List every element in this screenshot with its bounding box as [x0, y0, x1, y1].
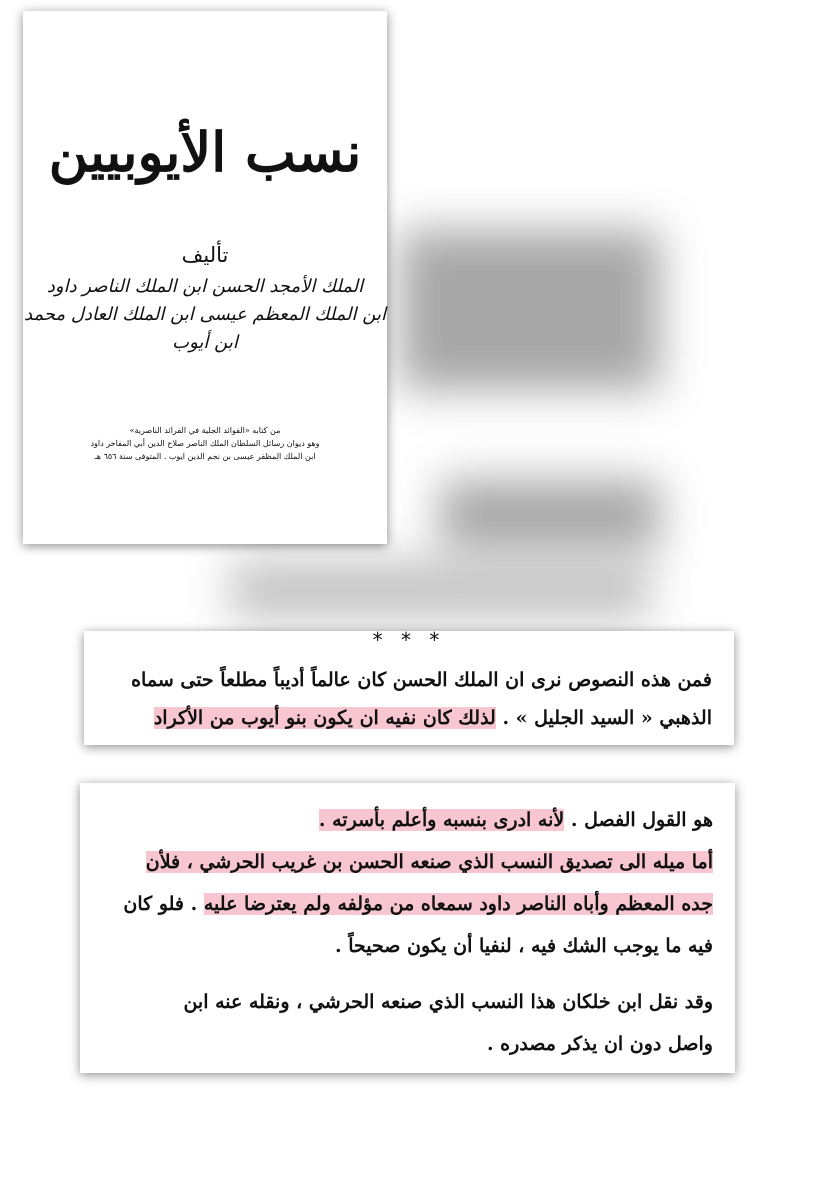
blurred-background-page: [230, 560, 650, 620]
excerpt-paragraph: [100, 799, 713, 1065]
text-line: واصل دون ان يذكر مصدره .: [486, 1033, 713, 1055]
text-line: [100, 883, 713, 925]
plain-text: هو القول الفصل .: [570, 809, 713, 831]
text-line: [100, 841, 713, 883]
excerpt-paragraph: [104, 661, 712, 737]
author-line: ابن الملك المعظم عيسى ابن الملك العادل محمد: [24, 304, 386, 325]
book-title: نسب الأيوبيين: [48, 120, 362, 184]
text-line: فمن هذه النصوص نرى ان الملك الحسن كان عالماً أديباً مطلعاً حتى سماه: [131, 669, 712, 691]
author-label: تأليف: [181, 243, 229, 267]
text-line: [100, 799, 713, 841]
author-block: [23, 273, 387, 357]
highlighted-text: أما ميله الى تصديق النسب الذي صنعه الحسن بن غريب الحرشي ، فلأن: [145, 851, 713, 873]
text-line: فيه ما يوجب الشك فيه ، لنفيا أن يكون صحيحاً .: [334, 935, 713, 957]
highlighted-text: جده المعظم وأباه الناصر داود سمعاه من مؤلفه ولم يعترضا عليه: [203, 893, 713, 915]
note-line: من كتابه «الفوائد الجلية في الفرائد الناصرية»: [129, 426, 281, 435]
highlighted-text: لذلك كان نفيه ان يكون بنو أيوب من الأكراد: [153, 707, 496, 729]
blurred-background-page: [440, 480, 660, 550]
note-line: ابن الملك المظفر عيسى بن نجم الدين ايوب . المتوفى سنة ٦٥٦ هـ: [94, 452, 316, 461]
text-line: وقد نقل ابن خلكان هذا النسب الذي صنعه الحرشي ، ونقله عنه ابن: [183, 991, 713, 1013]
section-separator: * * *: [372, 628, 446, 652]
plain-text: . فلو كان: [123, 893, 198, 915]
plain-text: الذهبي « السيد الجليل » .: [502, 707, 712, 729]
text-excerpt-2: [80, 783, 735, 1073]
blurred-background-page: [400, 230, 660, 390]
author-line: ابن أيوب: [172, 332, 238, 353]
source-note: [53, 424, 357, 463]
text-line: [104, 699, 712, 737]
author-line: الملك الأمجد الحسن ابن الملك الناصر داود: [46, 276, 364, 297]
text-excerpt-1: [84, 628, 734, 745]
note-line: وهو ديوان رسائل السلطان الملك الناصر صلاح الدين أبي المفاخر داود: [90, 439, 320, 448]
highlighted-text: لأنه ادرى بنسبه وأعلم بأسرته .: [318, 809, 565, 831]
book-cover: [23, 11, 387, 544]
